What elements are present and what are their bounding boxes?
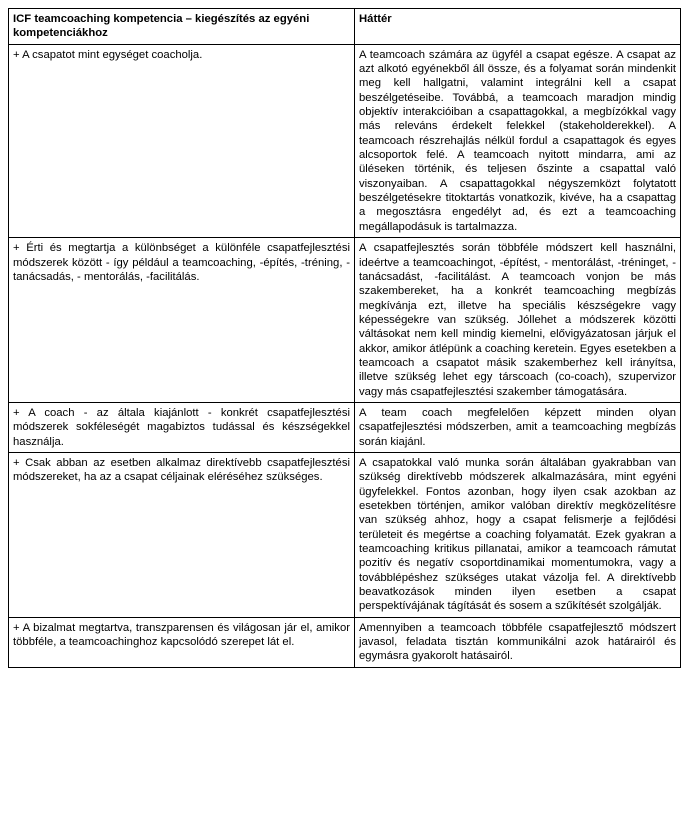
column-header-competency: ICF teamcoaching kompetencia – kiegészítés az egyéni kompetenciákhoz [9, 9, 355, 45]
cell-background: A csapatfejlesztés során többféle módszert kell használni, ideértve a teamcoachingot, -építést, - mentorálást, -tréninget, -tanácsadást, -facilitálást. A teamcoach vonjon be más szakembereket, ha a konkrét teamcoaching megbízás megkívánja ezt, illetve ha speciális készségekre vagy képességekre van szükség. Jóllehet a módszerek közötti váltásokat nem kell mindig kiemelni, elővigyázatosan járjuk el akkor, amikor átlépünk a coaching keretein. Egyes esetekben a teamcoach a csapatot másik szakemberhez kell irányítsa, illetve szükség lehet egy társcoach (co-coach), szupervizor vagy más csapatfejlesztési szakember támogatására. [355, 238, 681, 403]
cell-background: Amennyiben a teamcoach többféle csapatfejlesztő módszert javasol, feladata tisztán kommunikálni azok határairól és egymásra gyakorolt hatásairól. [355, 617, 681, 667]
cell-background: A team coach megfelelően képzett minden olyan csapatfejlesztési módszerben, amit a teamcoaching megbízás során kiajánl. [355, 402, 681, 452]
cell-competency: + A csapatot mint egységet coacholja. [9, 44, 355, 237]
table-header [9, 9, 681, 45]
table-row [9, 238, 681, 403]
cell-competency: + Érti és megtartja a különbséget a különféle csapatfejlesztési módszerek között - így például a teamcoaching, -építés, -tréning, -tanácsadás, - mentorálás, -facilitálás. [9, 238, 355, 403]
column-header-background: Háttér [355, 9, 681, 45]
cell-competency: + A coach - az általa kiajánlott - konkrét csapatfejlesztési módszerek sokféleségét magabiztos tudással és készségekkel használja. [9, 402, 355, 452]
cell-background: A teamcoach számára az ügyfél a csapat egésze. A csapat az azt alkotó egyénekből áll össze, és a folyamat során mindenkit meg kell hallgatni, valamint integrálni kell a csapat beszélgetéseibe. Továbbá, a teamcoach maradjon mindig objektív interakcióiban a csapattagokkal, a megbízókkal vagy más releváns érdekelt felekkel (stakeholderekkel). A teamcoach részrehajlás nélkül fordul a csapattagok és egyes alcsoportok felé. A teamcoach nyitott mindarra, ami az üléseken történik, és teljesen őszinte a csapattal való viszonyaiban. A csapattagokkal négyszemközt folytatott beszélgetésekre titoktartás vonatkozik, kivéve, ha a csapattag a megosztásra engedélyt ad, és ezt a teamcoaching megállapodásuk is tartalmazza. [355, 44, 681, 237]
table-header-row [9, 9, 681, 45]
competency-table [8, 8, 681, 668]
table-body [9, 44, 681, 667]
table-row [9, 44, 681, 237]
cell-competency: + A bizalmat megtartva, transzparensen és világosan jár el, amikor többféle, a teamcoachinghoz kapcsolódó szerepet lát el. [9, 617, 355, 667]
cell-competency: + Csak abban az esetben alkalmaz direktívebb csapatfejlesztési módszereket, ha az a csapat céljainak eléréséhez szükséges. [9, 452, 355, 617]
cell-background: A csapatokkal való munka során általában gyakrabban van szükség direktívebb módszerek alkalmazására, mint egyéni ügyfelekkel. Fontos azonban, hogy ilyen csak azokban az esetekben történjen, amikor valóban direktív megközelítésre van szükség ahhoz, hogy a csapat felismerje a fejlődési területeit és megértse a coaching folyamatát. Ezek gyakran a teamcoaching kritikus pillanatai, amikor a teamcoach rámutat pozitív és negatív csoportdinamikai momentumokra, vagy a továbblépéshez szükséges utakat vázolja fel. A direktívebb beavatkozások minden ilyen esetben a csapat perspektívájának tágítását és sosem a szűkítését szolgálják. [355, 452, 681, 617]
table-row [9, 617, 681, 667]
table-row [9, 402, 681, 452]
table-row [9, 452, 681, 617]
